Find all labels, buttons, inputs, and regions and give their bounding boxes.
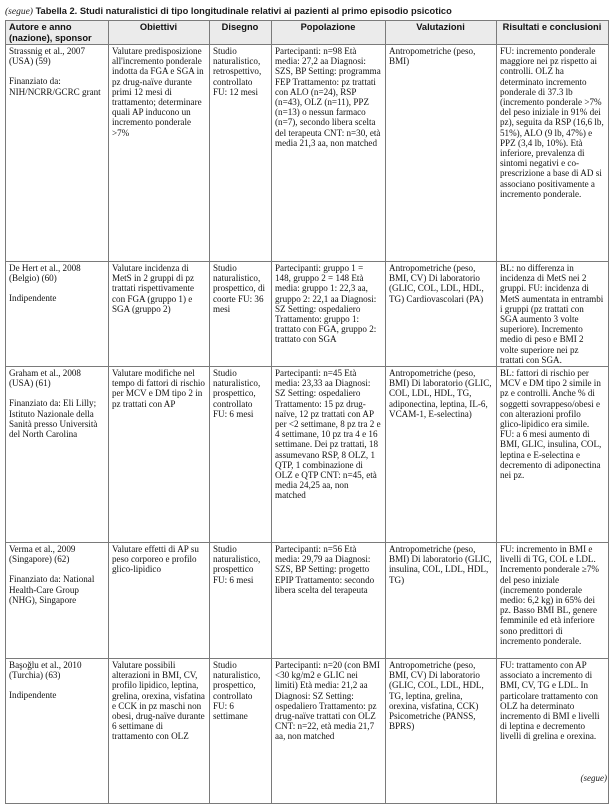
author-text: Graham et al., 2008 (USA) (61)	[9, 368, 81, 389]
header-autore-line1: Autore e anno	[9, 22, 72, 32]
header-valutazioni: Valutazioni	[386, 21, 497, 45]
sponsor-text: Finanziato da: NIH/NCRR/GCRC grant	[9, 76, 101, 97]
header-popolazione: Popolazione	[272, 21, 386, 45]
cell-disegno: Studio naturalistico, prospettico, di coorte FU: 36 mesi	[210, 262, 272, 367]
table-row	[6, 543, 609, 659]
cell-autore	[6, 659, 109, 804]
header-obiettivi: Obiettivi	[109, 21, 210, 45]
table-caption	[5, 4, 608, 19]
cell-disegno: Studio naturalistico, prospettico FU: 6 mesi	[210, 543, 272, 659]
cell-autore	[6, 543, 109, 659]
cell-valutazioni: Antropometriche (peso, BMI) Di laboratorio (GLIC, insulina, COL, LDL, HDL, TG)	[386, 543, 497, 659]
cell-obiettivi: Valutare effetti di AP su peso corporeo e profilo glico-lipidico	[109, 543, 210, 659]
cell-autore	[6, 262, 109, 367]
cell-risultati: FU: incremento in BMI e livelli di TG, COL e LDL. Incremento ponderale ≥7% del peso iniziale (incremento ponderale medio: 6,2 kg) in 65% dei pz. Basso BMI BL, genere femminile ed età inferiore sono predittori di incremento ponderale.	[497, 543, 609, 659]
cell-autore	[6, 45, 109, 262]
header-row	[6, 21, 609, 45]
table-row	[6, 367, 609, 543]
table-row	[6, 45, 609, 262]
document-page	[5, 4, 608, 804]
header-risultati: Risultati e conclusioni	[497, 21, 609, 45]
cell-popolazione: Partecipanti: n=20 (con BMI <30 kg/m2 e GLIC nei limiti) Età media: 21,2 aa Diagnosi: SZ Setting: ospedaliero Trattamento: pz drug-naïve trattati con OLZ CNT: n=22, età media 21,7 aa, non matched	[272, 659, 386, 804]
cell-autore	[6, 367, 109, 543]
cell-disegno: Studio naturalistico, retrospettivo, controllato FU: 12 mesi	[210, 45, 272, 262]
cell-valutazioni: Antropometriche (peso, BMI, CV) Di laboratorio (GLIC, COL, LDL, HDL, TG) Cardiovascolari (PA)	[386, 262, 497, 367]
caption-continued-label: (segue)	[5, 7, 33, 17]
sponsor-text: Finanziato da: National Health-Care Group (NHG), Singapore	[9, 574, 95, 605]
sponsor-text: Indipendente	[9, 293, 57, 304]
table-row	[6, 262, 609, 367]
cell-obiettivi: Valutare incidenza di MetS in 2 gruppi di pz trattati rispettivamente con FGA (gruppo 1) e SGA (gruppo 2)	[109, 262, 210, 367]
header-autore	[6, 21, 109, 45]
table-row	[6, 659, 609, 804]
studies-table	[5, 20, 609, 804]
cell-disegno: Studio naturalistico, prospettico, controllato FU: 6 mesi	[210, 367, 272, 543]
continued-footer: (segue)	[580, 773, 607, 783]
cell-popolazione: Partecipanti: n=98 Età media: 27,2 aa Diagnosi: SZS, BP Setting: programma FEP Trattamento: pz trattati con ALO (n=24), RSP (n=43), OLZ (n=11), PPZ (n=13) o nessun farmaco (n=7), secondo libera scelta del terapeuta CNT: n=30, età media 21,3 aa, non matched	[272, 45, 386, 262]
author-text: Strassnig et al., 2007 (USA) (59)	[9, 46, 86, 67]
cell-obiettivi: Valutare predisposizione all'incremento ponderale indotta da FGA e SGA in pz drug-naïve durante primi 12 mesi di trattamento; determinare quali AP inducono un incremento ponderale >7%	[109, 45, 210, 262]
cell-obiettivi: Valutare modifiche nel tempo di fattori di rischio per MCV e DM tipo 2 in pz trattati con AP	[109, 367, 210, 543]
author-text: Başoğlu et al., 2010 (Turchia) (63)	[9, 660, 82, 681]
sponsor-text: Indipendente	[9, 690, 57, 701]
cell-obiettivi: Valutare possibili alterazioni in BMI, CV, profilo lipidico, leptina, grelina, orexina, visfatina e CCK in pz maschi non obesi, drug-naïve durante 6 settimane di trattamento con OLZ	[109, 659, 210, 804]
header-autore-line2: (nazione), sponsor	[9, 32, 92, 43]
cell-valutazioni: Antropometriche (peso, BMI)	[386, 45, 497, 262]
cell-popolazione: Partecipanti: n=45 Età media: 23,33 aa Diagnosi: SZ Setting: ospedaliero Trattamento: 15 pz drug-naïve, 12 pz trattati con AP per <2 settimane, 8 pz tra 2 e 4 settimane, 10 pz tra 4 e 16 settimane. Dei pz trattati, 18 assumevano RSP, 8 OLZ, 1 QTP, 1 combinazione di OLZ e QTP CNT: n=45, età media 24,25 aa, non matched	[272, 367, 386, 543]
cell-risultati: BL: fattori di rischio per MCV e DM tipo 2 simile in pz e controlli. Anche % di soggetti sovrappeso/obesi e con alterazioni profilo glico-lipidico era simile. FU: a 6 mesi aumento di BMI, GLIC, insulina, COL, leptina e E-selectina e decremento di adiponectina nei pz.	[497, 367, 609, 543]
table-title: Tabella 2. Studi naturalistici di tipo longitudinale relativi ai pazienti al primo episodio psicotico	[35, 6, 452, 16]
sponsor-text: Finanziato da: Eli Lilly; Istituto Nazionale della Sanità presso Università del North Carolina	[9, 398, 98, 440]
header-disegno: Disegno	[210, 21, 272, 45]
cell-risultati: FU: trattamento con AP associato a incremento di BMI, CV, TG e LDL. In particolare trattamento con OLZ ha determinato incremento di BMI e livelli di leptina e decremento livelli di grelina e orexina.	[497, 659, 609, 804]
cell-risultati: FU: incremento ponderale maggiore nei pz rispetto ai controlli. OLZ ha determinato incremento ponderale di 37.3 lb (incremento ponderale >7% del peso iniziale in 91% dei pz), seguita da RSP (16,6 lb, 51%), ALO (9 lb, 47%) e PPZ (3,4 lb, 10%). Età inferiore, prevalenza di sintomi negativi e co-prescrizione a base di AD si associano positivamente a incremento ponderale.	[497, 45, 609, 262]
cell-disegno: Studio naturalistico, prospettico, controllato FU: 6 settimane	[210, 659, 272, 804]
cell-valutazioni: Antropometriche (peso, BMI) Di laboratorio (GLIC, COL, LDL, HDL, TG, adiponectina, leptina, IL-6, VCAM-1, E-selectina)	[386, 367, 497, 543]
cell-risultati: BL: no differenza in incidenza di MetS nei 2 gruppi. FU: incidenza di MetS aumentata in entrambi i gruppi (pz trattati con SGA aumento 3 volte superiore). Incremento medio di peso e BMI 2 volte superiore nei pz trattati con SGA.	[497, 262, 609, 367]
cell-popolazione: Partecipanti: gruppo 1 = 148, gruppo 2 = 148 Età media: gruppo 1: 22,3 aa, gruppo 2: 22,1 aa Diagnosi: SZ Setting: ospedaliero Trattamento: gruppo 1: trattato con FGA, gruppo 2: trattato con SGA	[272, 262, 386, 367]
author-text: De Hert et al., 2008 (Belgio) (60)	[9, 263, 81, 284]
cell-popolazione: Partecipanti: n=56 Età media: 29,79 aa Diagnosi: SZS, BP Setting: progetto EPIP Trattamento: secondo libera scelta del terapeuta	[272, 543, 386, 659]
cell-valutazioni: Antropometriche (peso, BMI, CV) Di laboratorio (GLIC, COL, LDL, HDL, TG, leptina, grelina, orexina, visfatina, CCK) Psicometriche (PANSS, BPRS)	[386, 659, 497, 804]
author-text: Verma et al., 2009 (Singapore) (62)	[9, 544, 76, 565]
